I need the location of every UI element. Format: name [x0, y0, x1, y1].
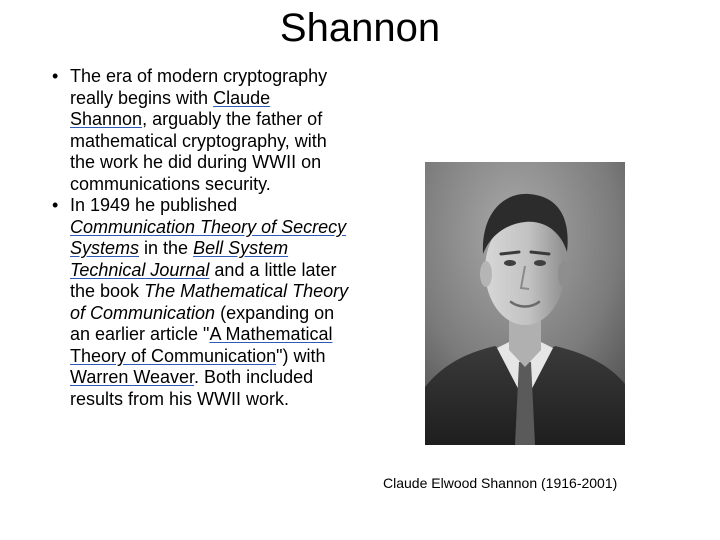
link-warren-weaver[interactable]: Warren Weaver [70, 367, 195, 387]
bullet-text: The era of modern cryptography really begins with [70, 66, 328, 108]
bullet-text: , arguably the father of mathematical cryptography, with the work he did during WWII on communications security. [70, 109, 327, 194]
bullet-text: (expanding on an earlier article " [70, 302, 335, 344]
bullet-item-1 [52, 66, 352, 195]
photo-caption: Claude Elwood Shannon (1916-2001) [383, 475, 618, 491]
link-bell-system-technical-journal[interactable]: Bell System Technical Journal [70, 238, 289, 280]
bullet-icon: • [52, 66, 59, 86]
bullet-item-2 [52, 195, 352, 410]
bullet-text: In 1949 he published [70, 195, 238, 215]
bullet-text: and a little later the book [70, 259, 337, 301]
bullet-text: ") with [276, 345, 326, 366]
shannon-portrait-photo [425, 162, 625, 445]
bullet-list [52, 66, 352, 410]
link-claude-shannon[interactable]: Claude Shannon [70, 87, 271, 129]
bullet-text: in the [139, 238, 194, 258]
link-mathematical-theory-of-communication[interactable]: A Mathematical Theory of Communication [70, 324, 333, 366]
slide-title: Shannon [279, 6, 441, 50]
bullet-text: . Both included results from his WWII work. [70, 367, 314, 409]
book-title: The Mathematical Theory of Communication [70, 281, 349, 323]
bullet-icon: • [52, 195, 59, 215]
link-communication-theory-secrecy-systems[interactable]: Communication Theory of Secrecy Systems [70, 216, 347, 258]
